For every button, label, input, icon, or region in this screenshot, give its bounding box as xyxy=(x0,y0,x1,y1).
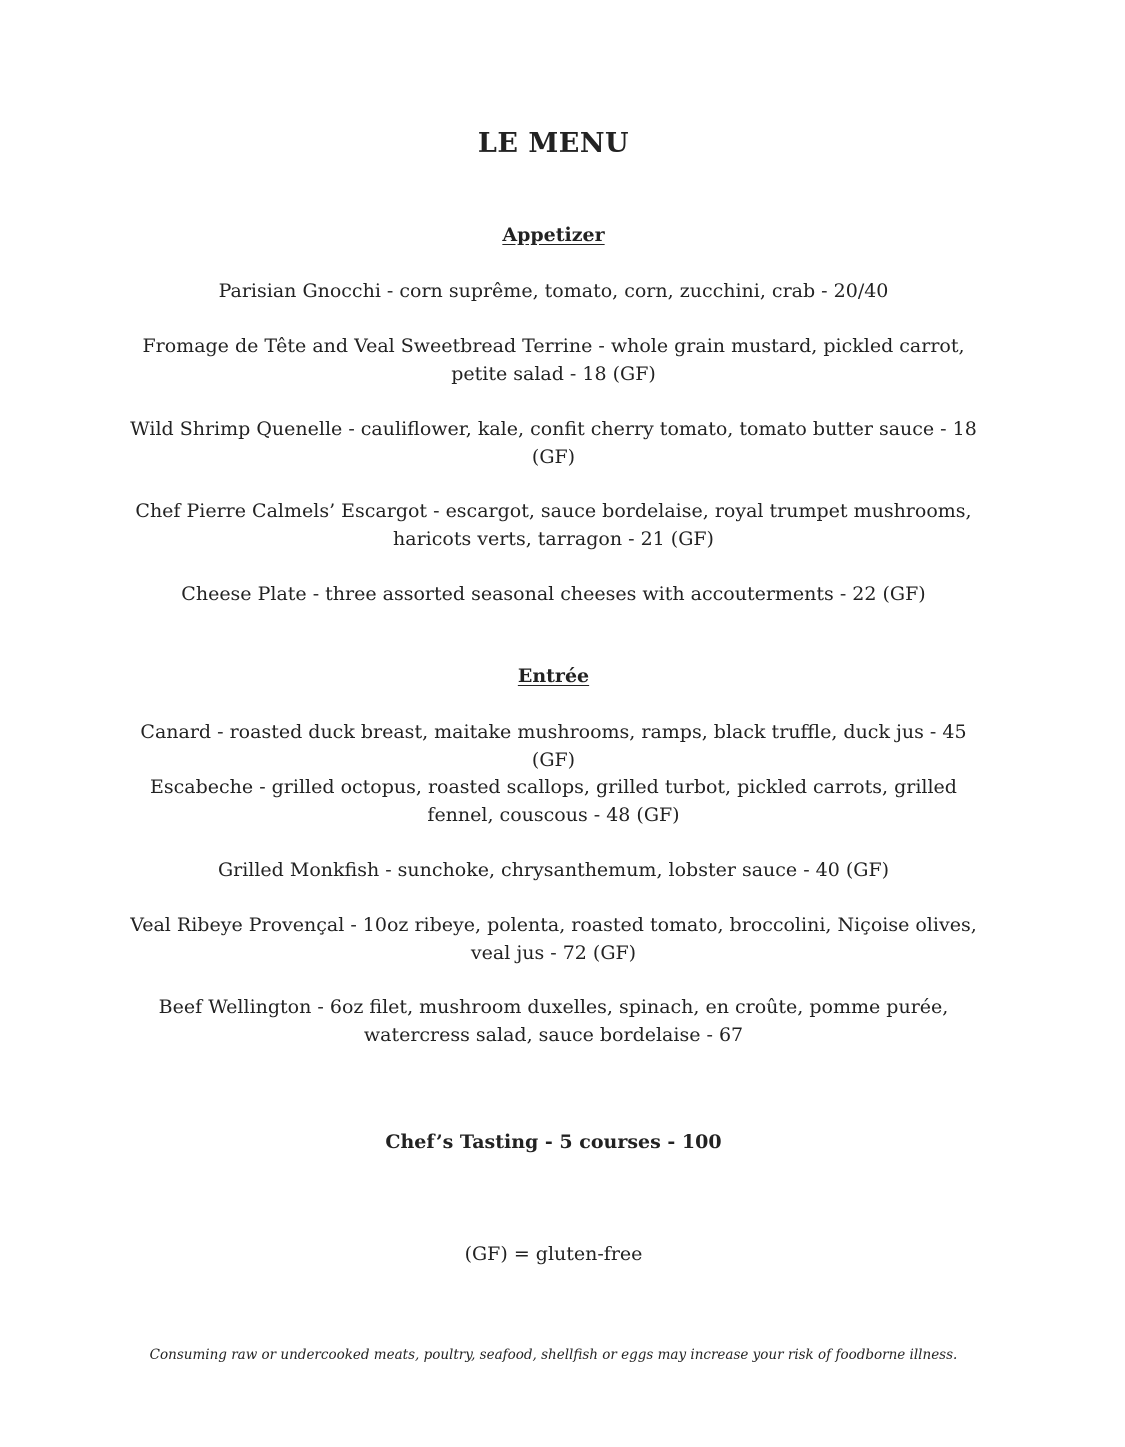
menu-item: Wild Shrimp Quenelle - cauliflower, kale, confit cherry tomato, tomato butter sauce - 18 (GF) xyxy=(130,418,977,468)
menu-item: Fromage de Tête and Veal Sweetbread Terrine - whole grain mustard, pickled carrot, petite salad - 18 (GF) xyxy=(142,335,965,385)
menu-item: Escabeche - grilled octopus, roasted scallops, grilled turbot, pickled carrots, grilled fennel, couscous - 48 (GF) xyxy=(150,776,957,826)
chefs-tasting: Chef’s Tasting - 5 courses - 100 xyxy=(385,1131,722,1153)
menu-title: LE MENU xyxy=(477,128,630,159)
menu-item: Veal Ribeye Provençal - 10oz ribeye, polenta, roasted tomato, broccolini, Niçoise olives, veal jus - 72 (GF) xyxy=(130,914,977,964)
section-heading-entree: Entrée xyxy=(517,665,590,687)
menu-item: Grilled Monkfish - sunchoke, chrysanthemum, lobster sauce - 40 (GF) xyxy=(217,859,890,881)
section-heading-appetizer: Appetizer xyxy=(502,224,605,246)
health-disclaimer: Consuming raw or undercooked meats, poultry, seafood, shellfish or eggs may increase your risk of foodborne illness. xyxy=(149,1347,958,1363)
menu-item: Parisian Gnocchi - corn suprême, tomato, corn, zucchini, crab - 20/40 xyxy=(218,280,889,302)
menu-item: Beef Wellington - 6oz filet, mushroom duxelles, spinach, en croûte, pomme purée, watercress salad, sauce bordelaise - 67 xyxy=(158,996,949,1046)
menu-item: Canard - roasted duck breast, maitake mushrooms, ramps, black truffle, duck jus - 45 (GF) xyxy=(140,721,967,771)
gluten-free-legend: (GF) = gluten-free xyxy=(464,1243,643,1265)
menu-item: Cheese Plate - three assorted seasonal cheeses with accouterments - 22 (GF) xyxy=(181,583,926,605)
menu-item: Chef Pierre Calmels’ Escargot - escargot, sauce bordelaise, royal trumpet mushrooms, haricots verts, tarragon - 21 (GF) xyxy=(135,500,972,550)
